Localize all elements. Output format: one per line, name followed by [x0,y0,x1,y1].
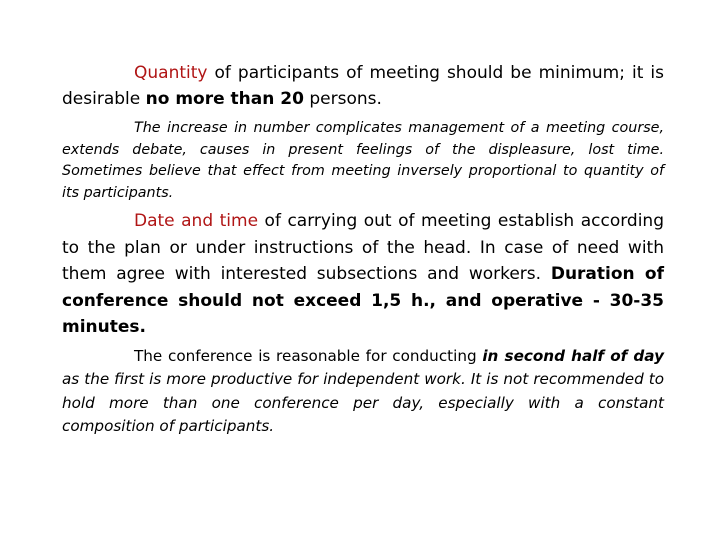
paragraph-number-effect [62,118,664,204]
paragraph-text: as the first is more productive for independent work. It is not recommended to hold more than one conference per day, especially with a constant composition of participants. [62,370,664,435]
emphasis-text: in second half of day [482,346,664,365]
paragraph-participants [62,60,664,112]
emphasis-text: Duration of conference should not exceed 1,5 h., and operative - 30-35 minutes. [62,264,664,337]
paragraph-conference-timing [62,345,664,439]
date-time-label: Date and time [134,211,259,231]
paragraph-date-time [62,208,664,341]
emphasis-text: no more than 20 [145,89,304,109]
paragraph-text: The conference is reasonable for conducting [134,346,483,365]
paragraph-text: persons. [303,89,382,109]
paragraph-text: The increase in number complicates management of a meeting course, extends debate, causes in present feelings of the displeasure, lost time. Sometimes believe that effect from meeting inversely proportional to quantity of its participants. [62,120,664,201]
paragraph-text: of participants of meeting should be minimum; it is desirable [62,63,664,109]
quantity-label: Quantity [134,63,208,83]
paragraph-text: of carrying out of meeting establish according to the plan or under instructions of the head. In case of need with them agree with interested subsections and workers. [62,211,664,284]
text-body [62,60,664,439]
